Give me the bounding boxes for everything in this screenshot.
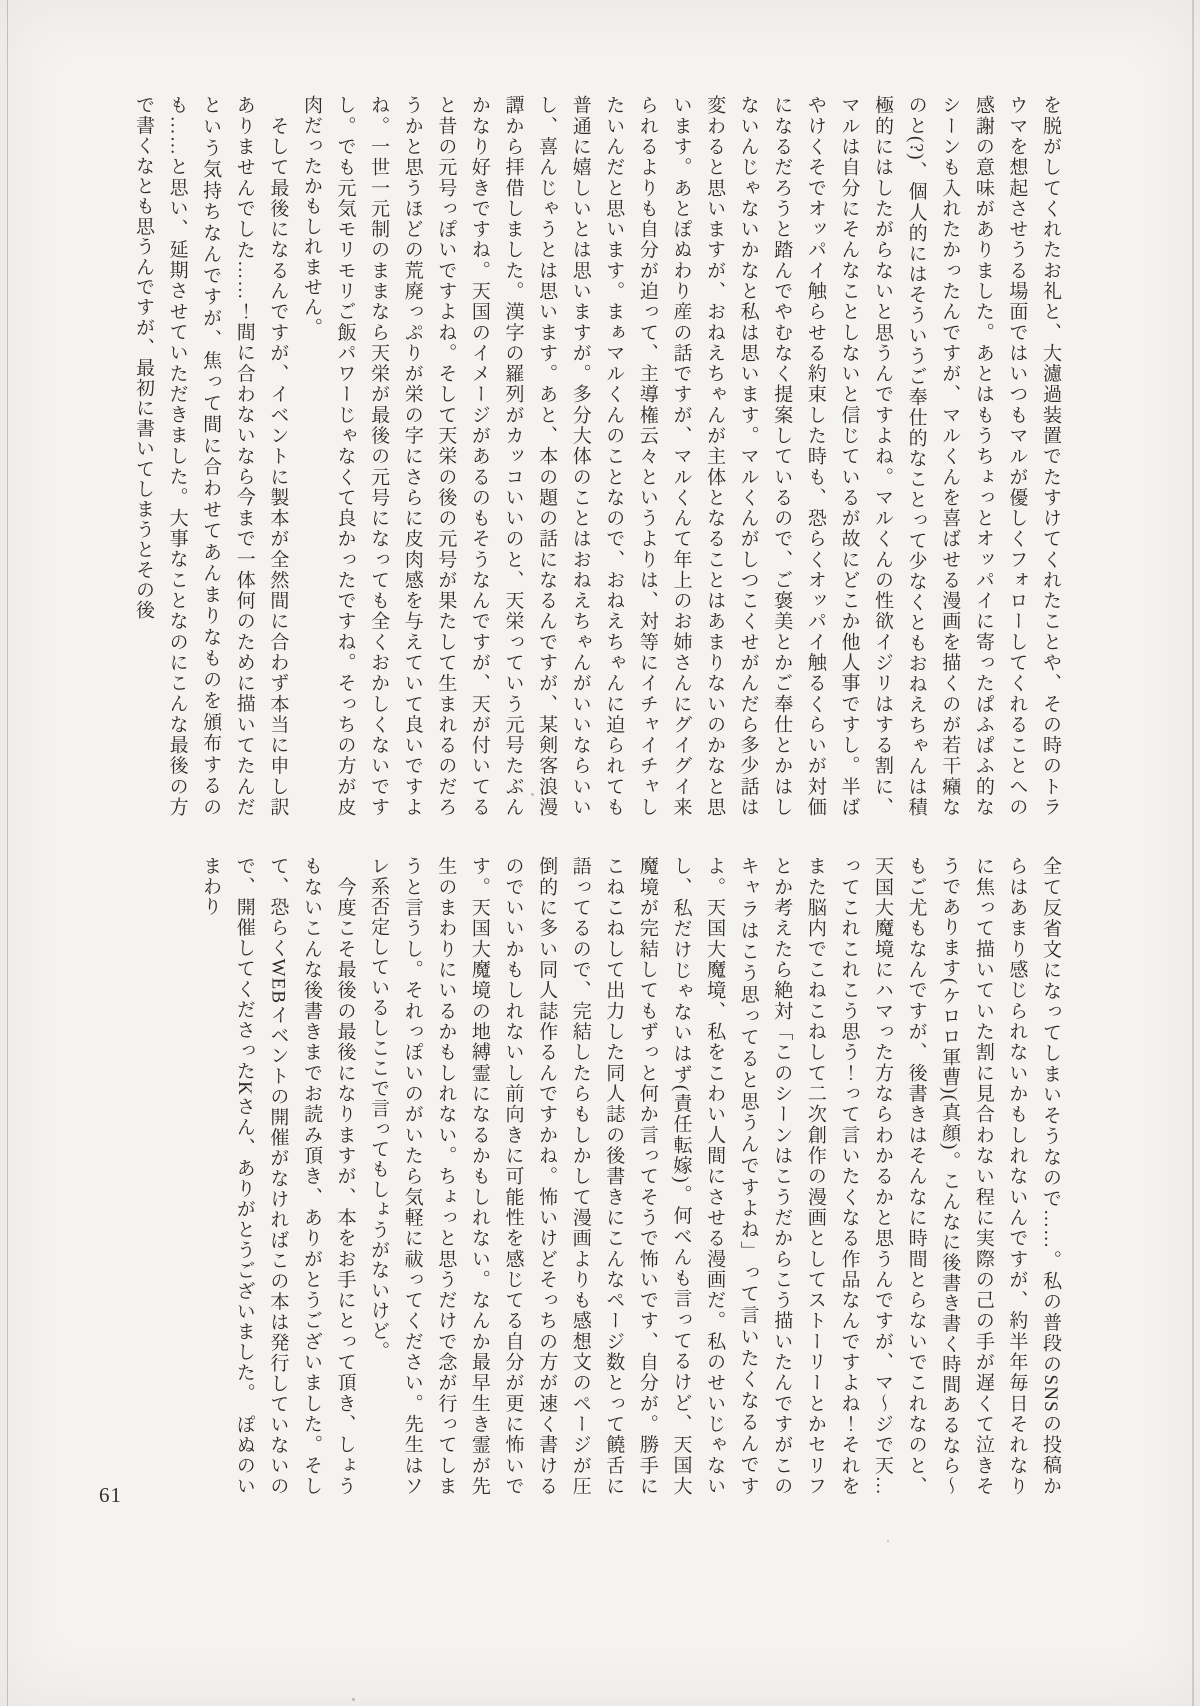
afterword-bottom-paragraph-2 xyxy=(194,856,362,1496)
scan-dust-speck xyxy=(352,1698,355,1701)
afterword-bottom-block xyxy=(200,856,1067,1496)
afterword-bottom-paragraph-1: 全て反省文になってしまいそうなので……。私の普段のSNSの投稿からはあまり感じられないかもしれないんですが、約半年毎日それなりに焦って描いていた割に見合わない程に実際の己の手が遅くて泣きそうであります(ケロロ軍曹)(真顔)。こんなに後書き書く時間あるなら〜もご尤もなんですが、後書きはそんなに時間とらないでこれなのと、天国大魔境にハマった方ならわかるかと思うんですが、マ〜ジで天…ってこれこれこう思う！って言いたくなる作品なんですよね！それをまた脳内でこねこねして二次創作の漫画としてストーリーとかセリフとか考えたら絶対「このシーンはこうだからこう描いたんですがこのキャラはこう思ってると思うんですよね」って言いたくなるんですよ。天国大魔境、私をこわい人間にさせる漫画だ。私のせいじゃないし、私だけじゃないはず(責任転嫁)。何べんも言ってるけど、天国大魔境が完結してもずっと何か言ってそうで怖いです、自分が。勝手にこねこねして出力した同人誌の後書きにこんなページ数とって饒舌に語ってるので、完結したらもしかして漫画よりも感想文のページが圧倒的に多い同人誌作るんですかね。怖いけどそっちの方が速く書けるのでいいかもしれないし前向きに可能性を感じてる自分が更に怖いです。天国大魔境の地縛霊になるかもしれない。なんか最早生き霊が先生のまわりにいるかもしれない。ちょっと思うだけで念が行ってしまうと言うし。それっぽいのがいたら気軽に祓ってください。先生はソレ系否定しているしここで言ってもしょうがないけど。 xyxy=(368,856,1061,1496)
scan-edge-artifact-right xyxy=(1192,0,1194,1706)
scan-edge-artifact-left xyxy=(7,0,8,1706)
afterword-top-paragraph-2: そして最後になるんですが、イベントに製本が全然間に合わず本当に申し訳ありませんでした……！間に合わないなら今まで一体何のために描いてたんだという気持ちなんですが、焦って間に合わせてあんまりなものを頒布するのも……と思い、延期させていただきました。大事なことなのにこんな最後の方で書くなとも思うんですが、最初に書いてしまうとその後 xyxy=(132,95,289,817)
afterword-closing-text: 今度こそ最後の最後になりますが、本をお手にとって頂き、しょうもないこんな後書きまでお読み頂き、ありがとうございました。そして、恐らくWEBイベントの開催がなければこの本は発行していないので、開催してくださったKさん、ありがとうございました。 xyxy=(233,856,356,1496)
scan-dust-speck xyxy=(887,1540,889,1542)
afterword-top-paragraph-1: を脱がしてくれたお礼と、大濾過装置でたすけてくれたことや、その時のトラウマを想起させうる場面ではいつもマルが優しくフォローしてくれることへの感謝の意味がありました。あとはもうちょっとオッパイに寄ったぱふぱふ的なシーンも入れたかったんですが、マルくんを喜ばせる漫画を描くのが若干癪なのと(?)、個人的にはそういうご奉仕的なことって少なくともおねえちゃんは積極的にはしたがらないと思うんですよね。マルくんの性欲イジリはする割に、マルは自分にそんなことしないと信じているが故にどこか他人事ですし。半ばやけくそでオッパイ触らせる約束した時も、恐らくオッパイ触るくらいが対価になるだろうと踏んでやむなく提案しているので、ご褒美とかご奉仕とかはしないんじゃないかなと私は思います。マルくんがしつこくせがんだら多少話は変わると思いますが、おねえちゃんが主体となることはあまりないのかなと思います。あとぽぬわり産の話ですが、マルくんて年上のお姉さんにグイグイ来られるよりも自分が迫って、主導権云々というよりは、対等にイチャイチャしたいんだと思います。まぁマルくんのことなので、おねえちゃんに迫られても普通に嬉しいとは思いますが。多分大体のことはおねえちゃんがいいならいいし、喜んじゃうとは思います。あと、本の題の話になるんですが、某剣客浪漫譚から拝借しました。漢字の羅列がカッコいいのと、天栄っていう元号たぶんかなり好きですね。天国のイメージがあるのもそうなんですが、天が付いてると昔の元号っぽいですよね。そして天栄の後の元号が果たして生まれるのだろうかと思うほどの荒廃っぷりが栄の字にさらに皮肉感を与えていて良いですよね。一世一元制のままなら天栄が最後の元号になっても全くおかしくないですし。でも元気モリモリご飯パワーじゃなくて良かったですね。そっちの方が皮肉だったかもしれません。 xyxy=(300,95,1061,817)
page-number: 61 xyxy=(99,1483,122,1507)
author-signature: ぽぬのいまわり xyxy=(200,856,255,1496)
afterword-top-block xyxy=(89,95,1067,817)
